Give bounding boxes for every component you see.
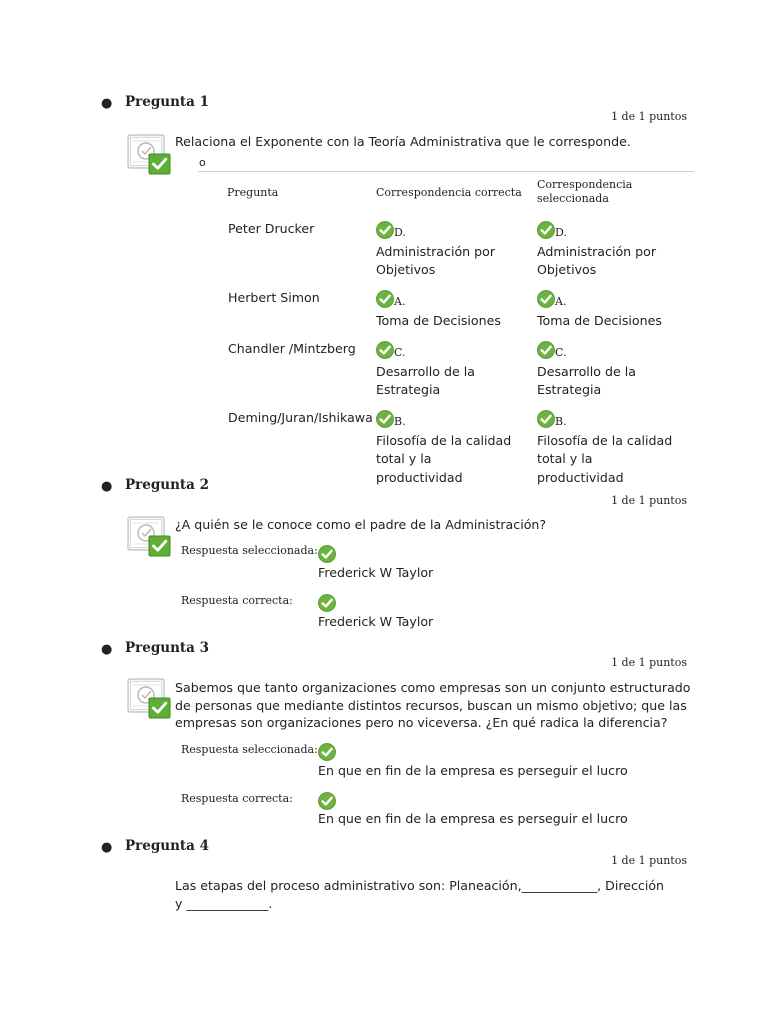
check-circle-icon (376, 290, 394, 308)
check-circle-icon (376, 221, 394, 239)
correct-letter: C. (394, 346, 406, 359)
table-row-selected (537, 221, 682, 280)
table-row-correct (376, 221, 521, 280)
correct-text: Administración por Objetivos (376, 243, 496, 277)
table-row-correct (376, 290, 521, 330)
selected-text: Filosofía de la calidad total y la productividad (537, 432, 673, 485)
selected-text: Desarrollo de la Estrategia (537, 363, 636, 397)
bullet: ● (101, 96, 113, 111)
correct-text: Toma de Decisiones (376, 312, 501, 328)
table-divider (198, 171, 694, 172)
table-row-correct (376, 410, 521, 487)
selected-answer-label: Respuesta seleccionada: (181, 544, 318, 557)
graded-correct-icon (127, 515, 171, 557)
check-circle-icon (537, 290, 555, 308)
question-2-points: 1 de 1 puntos (611, 494, 687, 507)
question-3-text: Sabemos que tanto organizaciones como empresas son un conjunto estructurado de personas que mediante distintos recursos, buscan un mismo objetivo; que las empresas son organizaciones pero no viceversa. ¿En qué radica la diferencia? (175, 680, 691, 730)
correct-letter: A. (394, 295, 406, 308)
table-row-selected (537, 341, 682, 400)
check-circle-icon (318, 545, 336, 563)
correct-text: Desarrollo de la Estrategia (376, 363, 475, 397)
bullet: ● (101, 479, 113, 494)
check-circle-icon (318, 594, 336, 612)
table-row-item: Deming/Juran/Ishikawa (228, 410, 373, 425)
correct-answer-label: Respuesta correcta: (181, 594, 293, 607)
graded-correct-icon (127, 677, 171, 719)
correct-letter: D. (394, 226, 406, 239)
question-4-text: Las etapas del proceso administrativo son: Planeación,____________, Dirección y _____________. (175, 878, 665, 911)
selected-letter: B. (555, 415, 567, 428)
correct-answer-label: Respuesta correcta: (181, 792, 293, 805)
question-2-title: Pregunta 2 (125, 477, 209, 493)
correct-answer: En que en fin de la empresa es perseguir el lucro (318, 811, 628, 826)
check-circle-icon (537, 410, 555, 428)
table-row-item: Chandler /Mintzberg (228, 341, 356, 356)
check-circle-icon (318, 792, 336, 810)
table-row-selected (537, 410, 682, 487)
table-header-pregunta: Pregunta (227, 186, 279, 199)
selected-text: Administración por Objetivos (537, 243, 657, 277)
selected-letter: C. (555, 346, 567, 359)
selected-answer: En que en fin de la empresa es perseguir el lucro (318, 763, 628, 778)
table-header-selected: Correspondencia seleccionada (537, 178, 633, 205)
check-circle-icon (376, 341, 394, 359)
table-row-item: Peter Drucker (228, 221, 315, 236)
question-4-title: Pregunta 4 (125, 838, 209, 854)
table-header-correct: Correspondencia correcta (376, 186, 522, 199)
correct-letter: B. (394, 415, 406, 428)
check-circle-icon (318, 743, 336, 761)
table-row-correct (376, 341, 521, 400)
question-2-text: ¿A quién se le conoce como el padre de la Administración? (175, 517, 547, 532)
table-row-item: Herbert Simon (228, 290, 320, 305)
correct-answer: Frederick W Taylor (318, 614, 434, 629)
question-1-text: Relaciona el Exponente con la Teoría Administrativa que le corresponde. (175, 134, 631, 149)
table-row-selected (537, 290, 682, 330)
check-circle-icon (537, 341, 555, 359)
graded-correct-icon (127, 133, 171, 175)
selected-letter: D. (555, 226, 567, 239)
correct-text: Filosofía de la calidad total y la productividad (376, 432, 512, 485)
check-circle-icon (376, 410, 394, 428)
question-4-points: 1 de 1 puntos (611, 854, 687, 867)
selected-letter: A. (555, 295, 567, 308)
check-circle-icon (537, 221, 555, 239)
sub-bullet: o (199, 156, 206, 169)
selected-answer-label: Respuesta seleccionada: (181, 743, 318, 756)
question-3-points: 1 de 1 puntos (611, 656, 687, 669)
question-3-title: Pregunta 3 (125, 640, 209, 656)
question-1-title: Pregunta 1 (125, 94, 209, 110)
bullet: ● (101, 642, 113, 657)
bullet: ● (101, 840, 113, 855)
selected-text: Toma de Decisiones (537, 312, 662, 328)
question-1-points: 1 de 1 puntos (611, 110, 687, 123)
selected-answer: Frederick W Taylor (318, 565, 434, 580)
